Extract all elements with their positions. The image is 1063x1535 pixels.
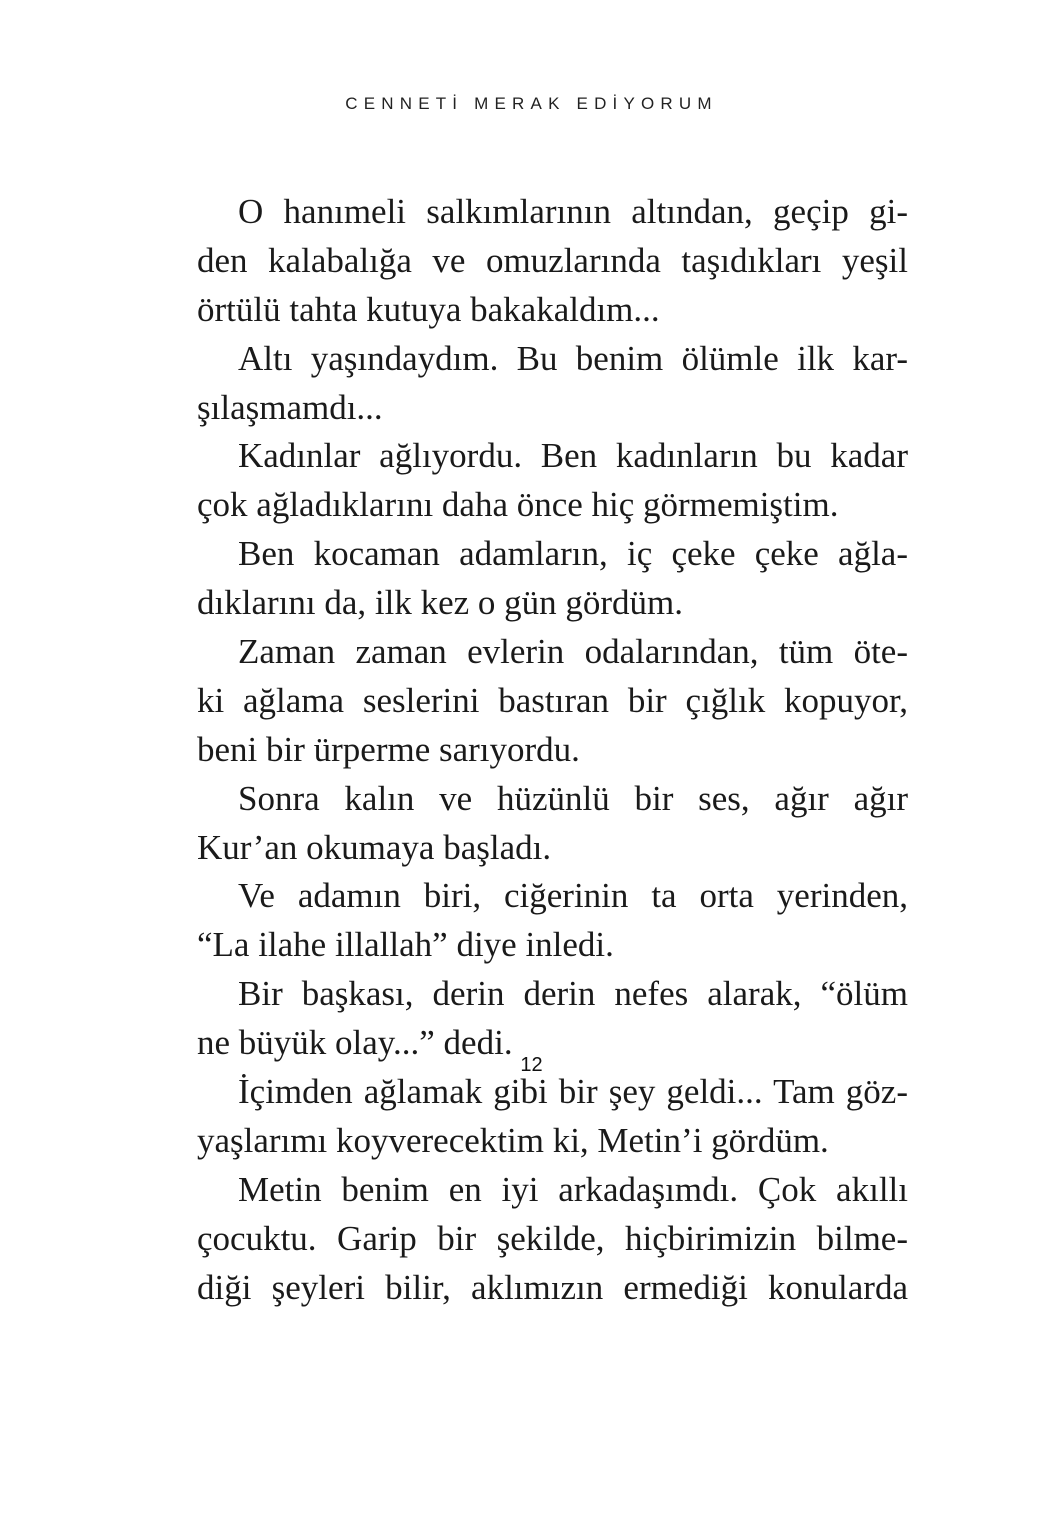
text-line: Ve adamın biri, ciğerinin ta orta yerinden, [238,876,908,916]
text-line: den kalabalığa ve omuzlarında taşıdıkları yeşil [197,240,908,280]
text-line: Kur’an okumaya başladı. [197,827,552,867]
text-line: Sonra kalın ve hüzünlü bir ses, ağır ağır [238,778,908,818]
text-line: Ben kocaman adamların, iç çeke çeke ağla- [238,534,908,574]
text-line: beni bir ürperme sarıyordu. [197,729,580,769]
text-line: çocuktu. Garip bir şekilde, hiçbirimizin bilme- [197,1218,908,1258]
text-line: Bir başkası, derin derin nefes alarak, “ölüm [238,974,908,1014]
running-header: CENNETİ MERAK EDİYORUM [345,94,718,113]
text-line: Metin benim en iyi arkadaşımdı. Çok akıllı [238,1169,908,1209]
text-line: ki ağlama seslerini bastıran bir çığlık kopuyor, [197,680,908,720]
text-line: Altı yaşındaydım. Bu benim ölümle ilk kar- [238,338,908,378]
page-number: 12 [520,1054,543,1076]
text-line: örtülü tahta kutuya bakakaldım... [197,289,660,329]
text-line: O hanımeli salkımlarının altından, geçip gi- [238,192,908,231]
text-line: diği şeyleri bilir, aklımızın ermediği konularda [197,1267,908,1307]
text-line: İçimden ağlamak gibi bir şey geldi... Tam göz- [238,1072,908,1112]
text-line: çok ağladıklarını daha önce hiç görmemiştim. [197,485,839,525]
text-line: Zaman zaman evlerin odalarından, tüm öte- [238,632,908,672]
text-line: şılaşmamdı... [197,387,383,427]
text-line: yaşlarımı koyverecektim ki, Metin’i gördüm. [197,1120,829,1160]
text-line: Kadınlar ağlıyordu. Ben kadınların bu kadar [238,436,908,476]
text-line: “La ilahe illallah” diye inledi. [197,925,614,965]
text-line: dıklarını da, ilk kez o gün gördüm. [197,583,684,623]
text-line: ne büyük olay...” dedi. [197,1023,513,1063]
body-text [197,188,908,1312]
